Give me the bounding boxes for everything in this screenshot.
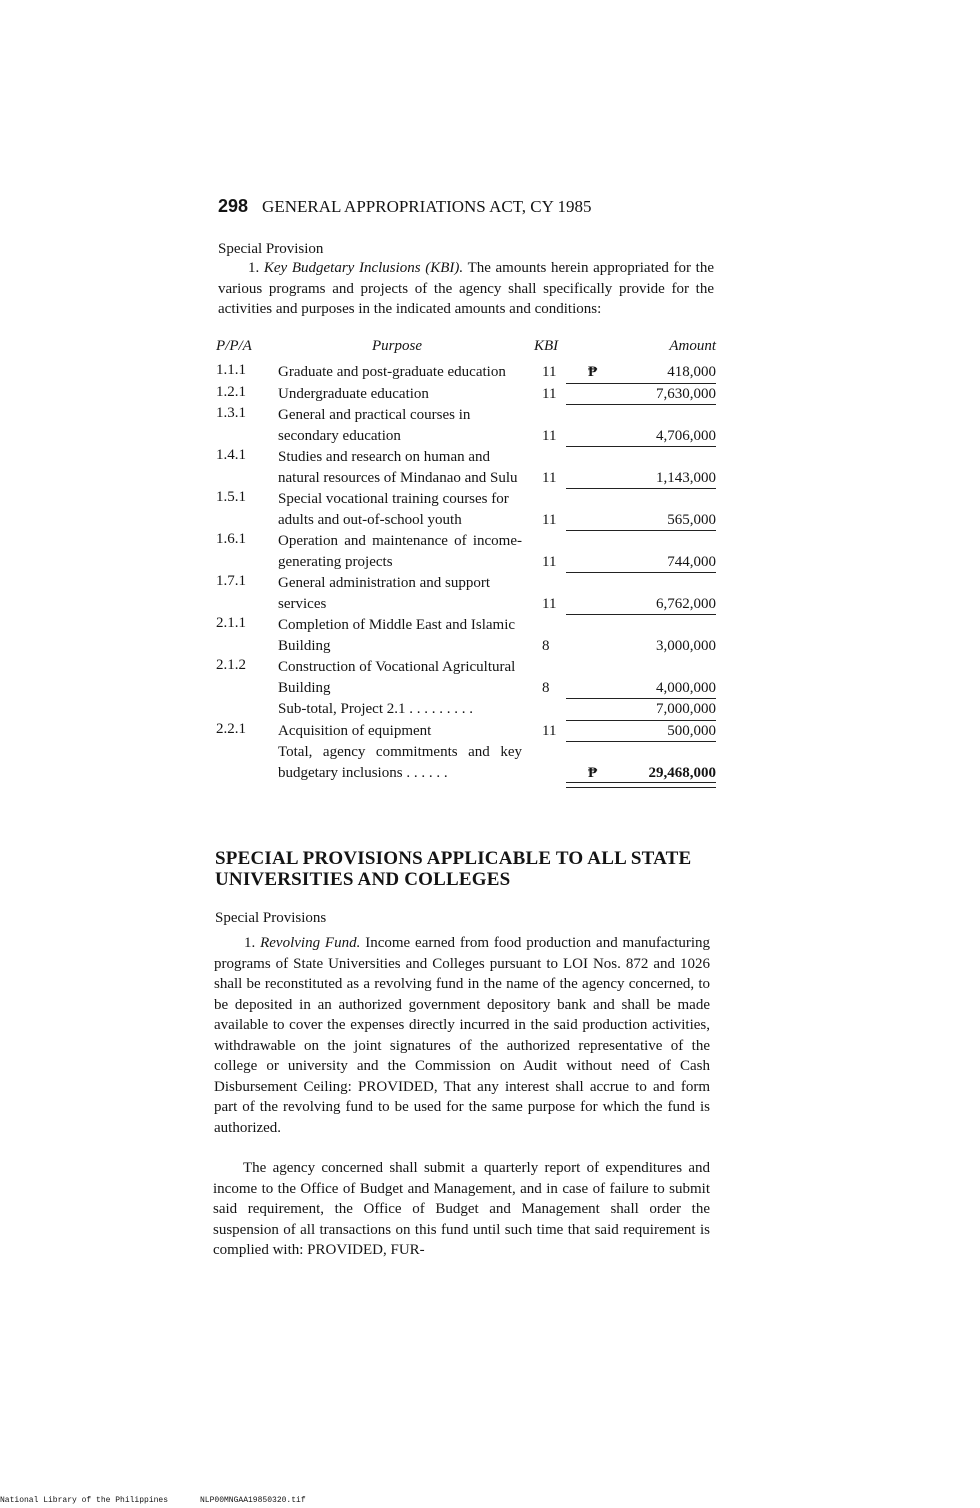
row-kbi: 11: [542, 722, 557, 739]
kbi-para-heading: Key Budgetary Inclusions (KBI).: [263, 260, 464, 276]
qr-para-text: The agency concerned shall submit a quarterly report of expenditures and income to the Office of Budget and Management, and in case of failure to submit said requirement, the Office of Budget and Management shall order the suspension of all transactions on this fund until such time that said requirement is complied with: PROVIDED, FUR-: [213, 1160, 710, 1258]
row-kbi: 11: [542, 385, 557, 402]
row-kbi: 11: [542, 469, 557, 486]
table-row: [216, 384, 716, 405]
rf-para-number: 1.: [244, 935, 256, 951]
table-row: [216, 405, 716, 446]
row-purpose: General and practical courses in secondary education: [278, 407, 471, 444]
table-row: [216, 615, 716, 656]
row-ppa: 1.4.1: [216, 447, 246, 463]
row-amount: 744,000: [667, 553, 716, 570]
row-kbi: 11: [542, 553, 557, 570]
row-purpose: Acquisition of equipment: [278, 722, 432, 739]
revolving-fund-paragraph: [214, 933, 710, 1138]
kbi-table: [216, 336, 716, 783]
row-amount: 565,000: [667, 511, 716, 528]
row-ppa: 2.2.1: [216, 720, 246, 737]
row-purpose: Completion of Middle East and Islamic Building: [278, 617, 516, 654]
page-title: GENERAL APPROPRIATIONS ACT, CY 1985: [262, 197, 592, 216]
row-purpose: Studies and research on human and natural resources of Mindanao and Sulu: [278, 449, 518, 486]
row-purpose: Special vocational training courses for adults and out-of-school youth: [278, 491, 509, 528]
header-kbi: KBI: [534, 338, 559, 354]
row-amount: 6,762,000: [656, 595, 716, 612]
row-purpose: Undergraduate education: [278, 385, 429, 402]
row-amount: 4,000,000: [656, 679, 716, 696]
row-amount: 29,468,000: [648, 764, 716, 781]
row-ppa: 1.3.1: [216, 405, 246, 421]
row-purpose: Total, agency commitments and key budgetary inclusions . . . . . .: [278, 744, 522, 781]
page-header: [218, 196, 738, 217]
row-amount: 7,630,000: [656, 385, 716, 402]
kbi-para-number: 1.: [248, 260, 260, 276]
table-row: [216, 657, 716, 698]
row-ppa: 1.7.1: [216, 573, 246, 589]
table-header: [216, 336, 716, 360]
kbi-para-text: The amounts herein appropriated for the various programs and projects of the agency shall specifically provide for the activities and purposes in the indicated amounts and conditions:: [218, 260, 715, 317]
row-ppa: 1.5.1: [216, 489, 246, 505]
row-kbi: 8: [542, 679, 550, 696]
row-purpose: Graduate and post-graduate education: [278, 364, 506, 380]
rf-para-text: Income earned from food production and manufacturing programs of State Universities and Colleges pursuant to LOI Nos. 872 and 1026 shall be reconstituted as a revolving fund in the name of the agency concerned, to be deposited in an authorized government depository bank and shall be made available to cover the expenses directly incurred in the said production activities, withdrawable on the joint signatures of the authorized representative of the college or university and the Commission on Audit without need of Cash Disbursement Ceiling: PROVIDED, That any interest shall accrue to and form part of the revolving fund to be used for the same purpose for which the fund is authorized.: [214, 935, 711, 1136]
row-kbi: 11: [542, 595, 557, 612]
footer-library: National Library of the Philippines: [0, 1496, 169, 1505]
quarterly-report-paragraph: [213, 1158, 710, 1261]
row-ppa: 2.1.1: [216, 615, 246, 631]
footer-file-id: NLP00MNGAA19850320.tif: [200, 1496, 306, 1505]
header-purpose: Purpose: [372, 338, 422, 354]
table-row: [216, 489, 716, 530]
subtotal-row: [216, 699, 716, 720]
row-kbi: 11: [542, 427, 557, 444]
row-ppa: 1.2.1: [216, 383, 246, 400]
table-row: [216, 573, 716, 614]
suc-section-heading: SPECIAL PROVISIONS APPLICABLE TO ALL STATE UNIVERSITIES AND COLLEGES: [215, 848, 692, 890]
table-row: [216, 531, 716, 572]
special-provisions-label: Special Provisions: [215, 910, 327, 926]
row-purpose: Sub-total, Project 2.1 . . . . . . . . .: [278, 701, 473, 717]
table-row: [216, 362, 716, 383]
row-amount: 1,143,000: [656, 469, 716, 486]
rf-para-heading: Revolving Fund.: [260, 935, 361, 951]
page-number: 298: [218, 196, 249, 216]
table-row: [216, 447, 716, 488]
row-amount: 418,000: [667, 364, 716, 380]
row-kbi: 11: [542, 511, 557, 528]
total-row: [216, 742, 716, 783]
row-amount: 7,000,000: [656, 701, 716, 717]
row-purpose: Construction of Vocational Agricultural Building: [278, 659, 516, 696]
peso-sign: ₱: [588, 364, 598, 380]
row-amount: 500,000: [667, 722, 716, 739]
row-kbi: 8: [542, 637, 550, 654]
row-ppa: 1.1.1: [216, 362, 246, 378]
row-kbi: 11: [542, 364, 557, 380]
table-row: [216, 721, 716, 742]
header-amount: Amount: [669, 338, 716, 354]
row-amount: 3,000,000: [656, 637, 716, 654]
row-purpose: General administration and support services: [278, 575, 491, 612]
row-amount: 4,706,000: [656, 427, 716, 444]
total-double-underline: [566, 782, 716, 788]
header-ppa: P/P/A: [216, 338, 252, 354]
kbi-paragraph: [218, 258, 714, 320]
row-ppa: 2.1.2: [216, 657, 246, 673]
peso-sign: ₱: [588, 764, 598, 781]
row-ppa: 1.6.1: [216, 531, 246, 547]
row-purpose: Operation and maintenance of income-generating projects: [278, 533, 522, 570]
special-provision-label: Special Provision: [218, 241, 324, 257]
